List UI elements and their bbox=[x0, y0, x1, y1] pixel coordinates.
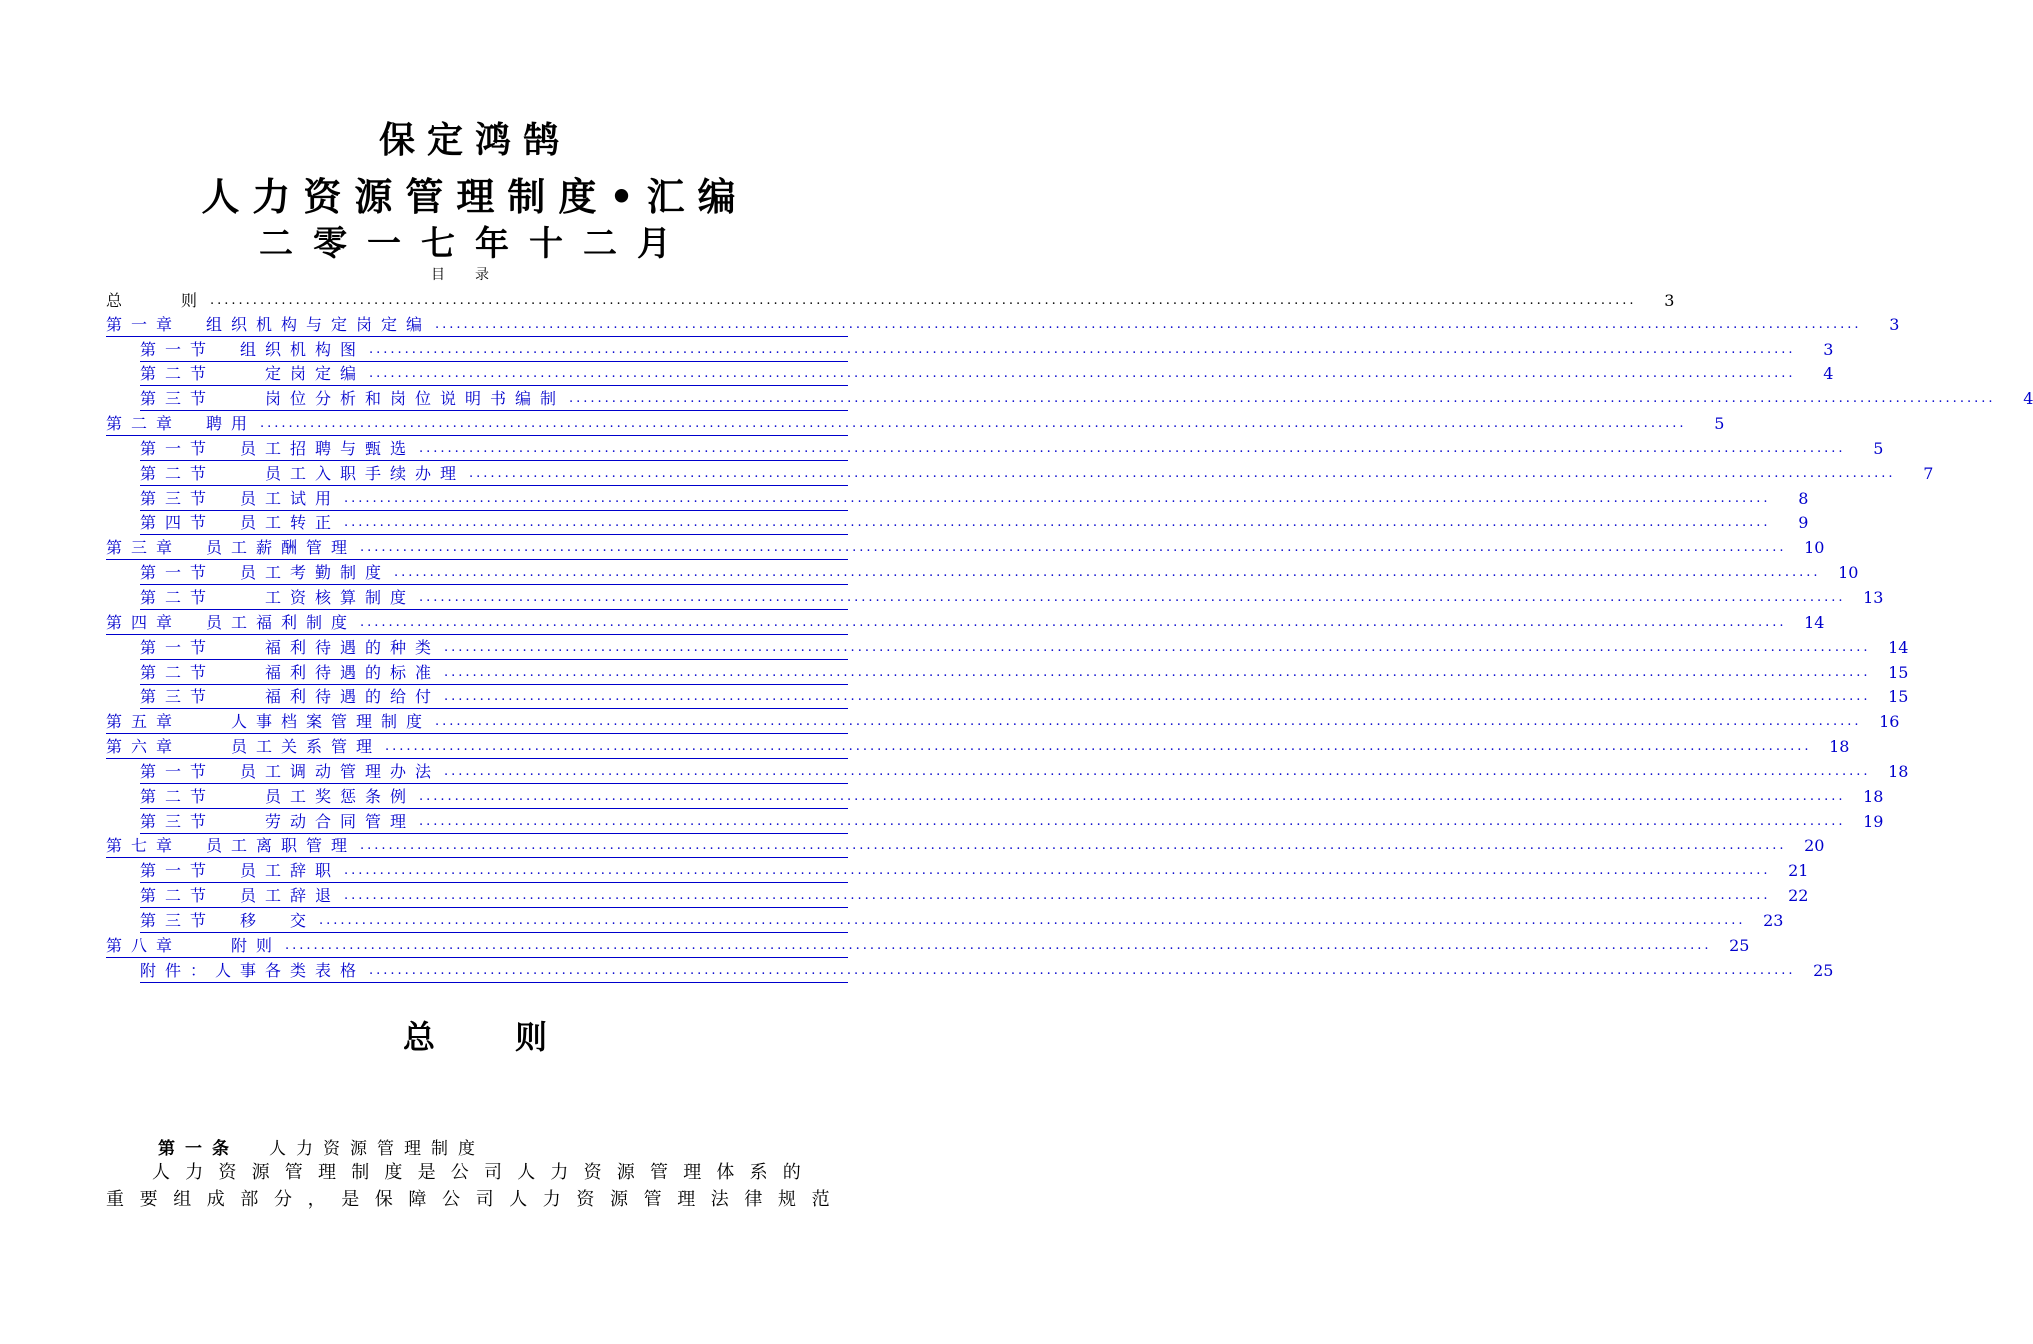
toc-entry-page: 5 bbox=[1714, 414, 1725, 434]
toc-entry-page: 4 bbox=[2023, 389, 2033, 409]
toc-entry[interactable] bbox=[140, 685, 1909, 710]
toc-entry-page: 21 bbox=[1788, 861, 1809, 881]
toc-entry-page: 9 bbox=[1798, 513, 1809, 533]
document-title: 人力资源管理制度•汇编 bbox=[201, 174, 749, 219]
toc-entry[interactable] bbox=[140, 585, 1884, 610]
toc-leader-dots: ........................................................................................................................................................................................................ bbox=[444, 639, 1871, 655]
toc-entry-label: 第三节 劳动合同管理 bbox=[140, 811, 416, 831]
article-text-line: 重要组成部分，是保障公司人力资源管理法律规范 bbox=[106, 1189, 846, 1210]
toc-entry-page: 16 bbox=[1879, 712, 1900, 732]
toc-leader-dots: ........................................................................................................................................................................................................ bbox=[469, 465, 1896, 481]
document-date: 二零一七年十二月 bbox=[259, 224, 691, 264]
toc-leader-dots: ........................................................................................................................................................................................................ bbox=[260, 416, 1687, 432]
toc-leader-dots: ........................................................................................................................................................................................................ bbox=[569, 391, 1996, 407]
toc-entry-page: 20 bbox=[1804, 836, 1825, 856]
toc-entry[interactable] bbox=[140, 858, 1809, 883]
toc-entry[interactable] bbox=[140, 461, 1934, 486]
toc-leader-dots: ........................................................................................................................................................................................................ bbox=[360, 540, 1787, 556]
toc-leader-dots: ........................................................................................................................................................................................................ bbox=[435, 316, 1862, 332]
toc-entry-page: 18 bbox=[1829, 737, 1850, 757]
toc-leader-dots: ........................................................................................................................................................................................................ bbox=[319, 912, 1746, 928]
company-name: 保定鸿鹄 bbox=[378, 119, 571, 161]
toc-entry-page: 18 bbox=[1863, 786, 1884, 806]
article-number: 第一条 bbox=[158, 1139, 239, 1159]
toc-entry-page: 25 bbox=[1729, 935, 1750, 955]
toc-leader-dots: ........................................................................................................................................................................................................ bbox=[444, 664, 1871, 680]
toc-entry-label: 第三节 福利待遇的给付 bbox=[140, 687, 441, 707]
toc-entry-page: 19 bbox=[1863, 811, 1884, 831]
toc-leader-dots: ........................................................................................................................................................................................................ bbox=[419, 589, 1846, 605]
article-text-line: 人力资源管理制度是公司人力资源管理体系的 bbox=[152, 1162, 816, 1183]
toc-entry[interactable] bbox=[106, 734, 1850, 759]
toc-entry-page: 7 bbox=[1923, 463, 1934, 483]
toc-leader-dots: ........................................................................................................................................................................................................ bbox=[344, 863, 1771, 879]
toc-entry-label: 第八章 附则 bbox=[106, 935, 282, 955]
toc-entry[interactable] bbox=[140, 660, 1909, 685]
toc-entry-label: 附件：人事各类表格 bbox=[140, 960, 366, 980]
toc-entry-page: 18 bbox=[1888, 761, 1909, 781]
section-title: 总则 bbox=[402, 1018, 627, 1056]
toc-entry-page: 22 bbox=[1788, 886, 1809, 906]
toc-entry[interactable] bbox=[140, 784, 1884, 809]
toc-entry[interactable] bbox=[140, 486, 1809, 511]
toc-entry[interactable] bbox=[106, 610, 1825, 635]
toc-leader-dots: ........................................................................................................................................................................................................ bbox=[444, 689, 1871, 705]
toc-entry-label: 第四节 员工转正 bbox=[140, 513, 341, 533]
toc-entry[interactable] bbox=[140, 908, 1784, 933]
toc-entry-label: 第二节 员工奖惩条例 bbox=[140, 786, 416, 806]
toc-entry-page: 15 bbox=[1888, 687, 1909, 707]
toc-leader-dots: ........................................................................................................................................................................................................ bbox=[435, 714, 1862, 730]
article-heading bbox=[158, 1134, 485, 1159]
toc-entry-label: 第六章 员工关系管理 bbox=[106, 737, 382, 757]
toc-entry-page: 14 bbox=[1888, 637, 1909, 657]
toc-entry[interactable] bbox=[106, 312, 1900, 337]
toc-entry[interactable] bbox=[140, 958, 1834, 983]
toc-entry[interactable] bbox=[106, 411, 1725, 436]
toc-entry-label: 第一节 福利待遇的种类 bbox=[140, 637, 441, 657]
toc-leader-dots: ........................................................................................................................................................................................................ bbox=[344, 490, 1771, 506]
toc-entry-label: 第七章 员工离职管理 bbox=[106, 836, 357, 856]
toc-entry[interactable] bbox=[140, 809, 1884, 834]
toc-leader-dots: ........................................................................................................................................................................................................ bbox=[394, 565, 1821, 581]
toc-entry-label: 第一节 员工考勤制度 bbox=[140, 563, 391, 583]
toc-entry-label: 第二节 员工辞退 bbox=[140, 886, 341, 906]
toc-leader-dots: ........................................................................................................................................................................................................ bbox=[444, 763, 1871, 779]
toc-entry-page: 3 bbox=[1823, 339, 1834, 359]
toc-entry-page: 15 bbox=[1888, 662, 1909, 682]
toc-entry-label: 第一节 员工招聘与甄选 bbox=[140, 438, 416, 458]
toc-entry[interactable] bbox=[140, 560, 1859, 585]
toc-entry[interactable] bbox=[140, 759, 1909, 784]
toc-leader-dots: ........................................................................................................................................................................................................ bbox=[344, 888, 1771, 904]
toc-entry[interactable] bbox=[140, 511, 1809, 536]
toc-entry[interactable] bbox=[106, 535, 1825, 560]
toc-entry-page: 10 bbox=[1838, 563, 1859, 583]
toc-entry-label: 第二章 聘用 bbox=[106, 414, 257, 434]
toc-entry-label: 第三节 移 交 bbox=[140, 910, 316, 930]
toc-entry bbox=[106, 287, 1675, 312]
toc-leader-dots: ........................................................................................................................................................................................................ bbox=[210, 292, 1637, 308]
toc-entry-page: 10 bbox=[1804, 538, 1825, 558]
toc-entry-label: 第二节 工资核算制度 bbox=[140, 587, 416, 607]
toc-entry[interactable] bbox=[106, 834, 1825, 859]
toc-entry[interactable] bbox=[140, 337, 1834, 362]
toc-leader-dots: ........................................................................................................................................................................................................ bbox=[369, 962, 1796, 978]
toc-entry-page: 8 bbox=[1798, 488, 1809, 508]
toc-entry-label: 第一节 员工辞职 bbox=[140, 861, 341, 881]
toc-leader-dots: ........................................................................................................................................................................................................ bbox=[360, 614, 1787, 630]
toc-entry-page: 3 bbox=[1664, 290, 1675, 310]
toc-entry-label: 第三节 岗位分析和岗位说明书编制 bbox=[140, 389, 566, 409]
toc-entry-label: 第二节 员工入职手续办理 bbox=[140, 463, 466, 483]
toc-leader-dots: ........................................................................................................................................................................................................ bbox=[369, 341, 1796, 357]
toc-entry-page: 23 bbox=[1763, 910, 1784, 930]
toc-entry[interactable] bbox=[140, 436, 1884, 461]
toc-entry-page: 4 bbox=[1823, 364, 1834, 384]
toc-entry[interactable] bbox=[106, 933, 1750, 958]
toc-entry-label: 第一节 员工调动管理办法 bbox=[140, 761, 441, 781]
toc-entry-label: 第一节 组织机构图 bbox=[140, 339, 366, 359]
toc-entry[interactable] bbox=[106, 709, 1900, 734]
toc-entry-page: 14 bbox=[1804, 612, 1825, 632]
toc-entry[interactable] bbox=[140, 362, 1834, 387]
toc-entry[interactable] bbox=[140, 386, 2033, 411]
toc-leader-dots: ........................................................................................................................................................................................................ bbox=[419, 440, 1846, 456]
toc-entry[interactable] bbox=[140, 635, 1909, 660]
toc-entry-label: 第二节 定岗定编 bbox=[140, 364, 366, 384]
toc-leader-dots: ........................................................................................................................................................................................................ bbox=[344, 515, 1771, 531]
toc-entry[interactable] bbox=[140, 883, 1809, 908]
toc-entry-page: 25 bbox=[1813, 960, 1834, 980]
toc-leader-dots: ........................................................................................................................................................................................................ bbox=[385, 739, 1812, 755]
toc-entry-label: 第四章 员工福利制度 bbox=[106, 612, 357, 632]
toc-entry-label: 第三章 员工薪酬管理 bbox=[106, 538, 357, 558]
toc-entry-label: 第三节 员工试用 bbox=[140, 488, 341, 508]
toc-heading: 目录 bbox=[431, 267, 519, 283]
toc-entry-page: 13 bbox=[1863, 587, 1884, 607]
toc-leader-dots: ........................................................................................................................................................................................................ bbox=[419, 788, 1846, 804]
article-name: 人力资源管理制度 bbox=[269, 1139, 485, 1159]
toc-leader-dots: ........................................................................................................................................................................................................ bbox=[285, 937, 1712, 953]
toc-entry-page: 3 bbox=[1889, 314, 1900, 334]
toc-entry-page: 5 bbox=[1873, 438, 1884, 458]
table-of-contents bbox=[106, 287, 2033, 983]
toc-entry-label: 总 则 bbox=[106, 290, 207, 310]
toc-leader-dots: ........................................................................................................................................................................................................ bbox=[360, 838, 1787, 854]
toc-leader-dots: ........................................................................................................................................................................................................ bbox=[369, 366, 1796, 382]
toc-entry-label: 第五章 人事档案管理制度 bbox=[106, 712, 432, 732]
toc-entry-label: 第一章 组织机构与定岗定编 bbox=[106, 314, 432, 334]
toc-entry-label: 第二节 福利待遇的标准 bbox=[140, 662, 441, 682]
toc-leader-dots: ........................................................................................................................................................................................................ bbox=[419, 813, 1846, 829]
